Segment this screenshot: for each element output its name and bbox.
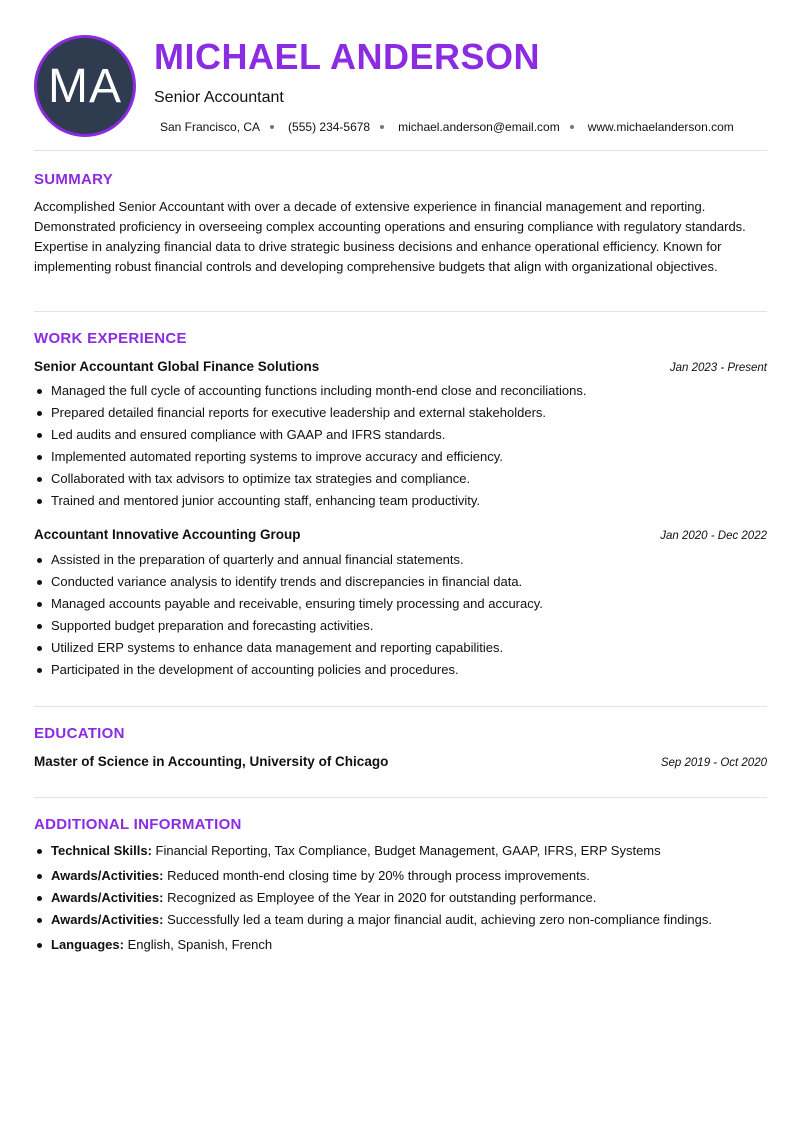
summary-text: Accomplished Senior Accountant with over a decade of extensive experience in financial management and reporting. Demonstrated proficiency in overseeing complex accounting operations and ensuring compliance with regulatory standards. Expertise in analyzing financial data to drive strategic business decisions and enhance operational efficiency. Known for implementing robust financial controls and developing comprehensive budgets that align with organizational objectives.	[34, 199, 746, 274]
list-item: Managed accounts payable and receivable, ensuring timely processing and accuracy.	[51, 593, 781, 615]
job-dates: Jan 2023 - Present	[669, 362, 767, 374]
list-item: Prepared detailed financial reports for executive leadership and external stakeholders.	[51, 402, 781, 424]
list-item	[51, 840, 781, 862]
avatar-initials: MA	[48, 59, 122, 113]
item-label: Awards/Activities:	[51, 912, 164, 927]
list-item	[51, 865, 781, 887]
list-item: Utilized ERP systems to enhance data management and reporting capabilities.	[51, 637, 781, 659]
degree-title: Master of Science in Accounting, University of Chicago	[34, 754, 389, 769]
contact-website[interactable]: www.michaelanderson.com	[587, 120, 734, 134]
list-item: Participated in the development of accounting policies and procedures.	[51, 659, 781, 681]
list-item	[51, 909, 781, 931]
experience-divider	[34, 706, 767, 707]
list-item: Implemented automated reporting systems to improve accuracy and efficiency.	[51, 446, 781, 468]
item-label: Awards/Activities:	[51, 890, 164, 905]
additional-heading: ADDITIONAL INFORMATION	[34, 816, 242, 833]
item-value: Recognized as Employee of the Year in 2020 for outstanding performance.	[167, 890, 597, 905]
additional-list	[34, 840, 781, 956]
education-divider	[34, 797, 767, 798]
item-value: Financial Reporting, Tax Compliance, Budget Management, GAAP, IFRS, ERP Systems	[155, 843, 661, 858]
separator-dot-icon	[380, 125, 384, 129]
job-header	[34, 359, 767, 374]
candidate-name: MICHAEL ANDERSON	[154, 36, 541, 77]
summary-divider	[34, 311, 767, 312]
list-item: Conducted variance analysis to identify trends and discrepancies in financial data.	[51, 571, 781, 593]
list-item: Supported budget preparation and forecasting activities.	[51, 615, 781, 637]
list-item	[51, 887, 781, 909]
avatar	[34, 35, 136, 137]
list-item	[51, 934, 781, 956]
contact-line	[160, 120, 734, 134]
contact-email[interactable]: michael.anderson@email.com	[398, 120, 560, 134]
job-bullets	[34, 380, 781, 512]
job-header	[34, 527, 767, 542]
summary-heading: SUMMARY	[34, 171, 114, 188]
item-label: Technical Skills:	[51, 843, 152, 858]
job-title: Accountant Innovative Accounting Group	[34, 527, 301, 542]
job-bullets	[34, 549, 781, 681]
education-entry	[34, 754, 767, 769]
separator-dot-icon	[570, 125, 574, 129]
contact-phone: (555) 234-5678	[288, 120, 371, 134]
header-divider	[34, 150, 767, 151]
item-label: Languages:	[51, 937, 124, 952]
list-item: Assisted in the preparation of quarterly and annual financial statements.	[51, 549, 781, 571]
list-item: Trained and mentored junior accounting staff, enhancing team productivity.	[51, 490, 781, 512]
job-dates: Jan 2020 - Dec 2022	[660, 530, 767, 542]
education-dates: Sep 2019 - Oct 2020	[660, 757, 767, 769]
separator-dot-icon	[270, 125, 274, 129]
list-item: Collaborated with tax advisors to optimize tax strategies and compliance.	[51, 468, 781, 490]
item-value: English, Spanish, French	[127, 937, 273, 952]
item-label: Awards/Activities:	[51, 868, 164, 883]
list-item: Managed the full cycle of accounting functions including month-end close and reconciliations.	[51, 380, 781, 402]
item-value: Successfully led a team during a major financial audit, achieving zero non-compliance findings.	[167, 912, 712, 927]
candidate-role: Senior Accountant	[154, 89, 284, 106]
contact-location: San Francisco, CA	[160, 120, 261, 134]
item-value: Reduced month-end closing time by 20% through process improvements.	[167, 868, 590, 883]
list-item: Led audits and ensured compliance with GAAP and IFRS standards.	[51, 424, 781, 446]
job-title: Senior Accountant Global Finance Solutions	[34, 359, 320, 374]
experience-heading: WORK EXPERIENCE	[34, 330, 187, 347]
education-heading: EDUCATION	[34, 725, 125, 742]
